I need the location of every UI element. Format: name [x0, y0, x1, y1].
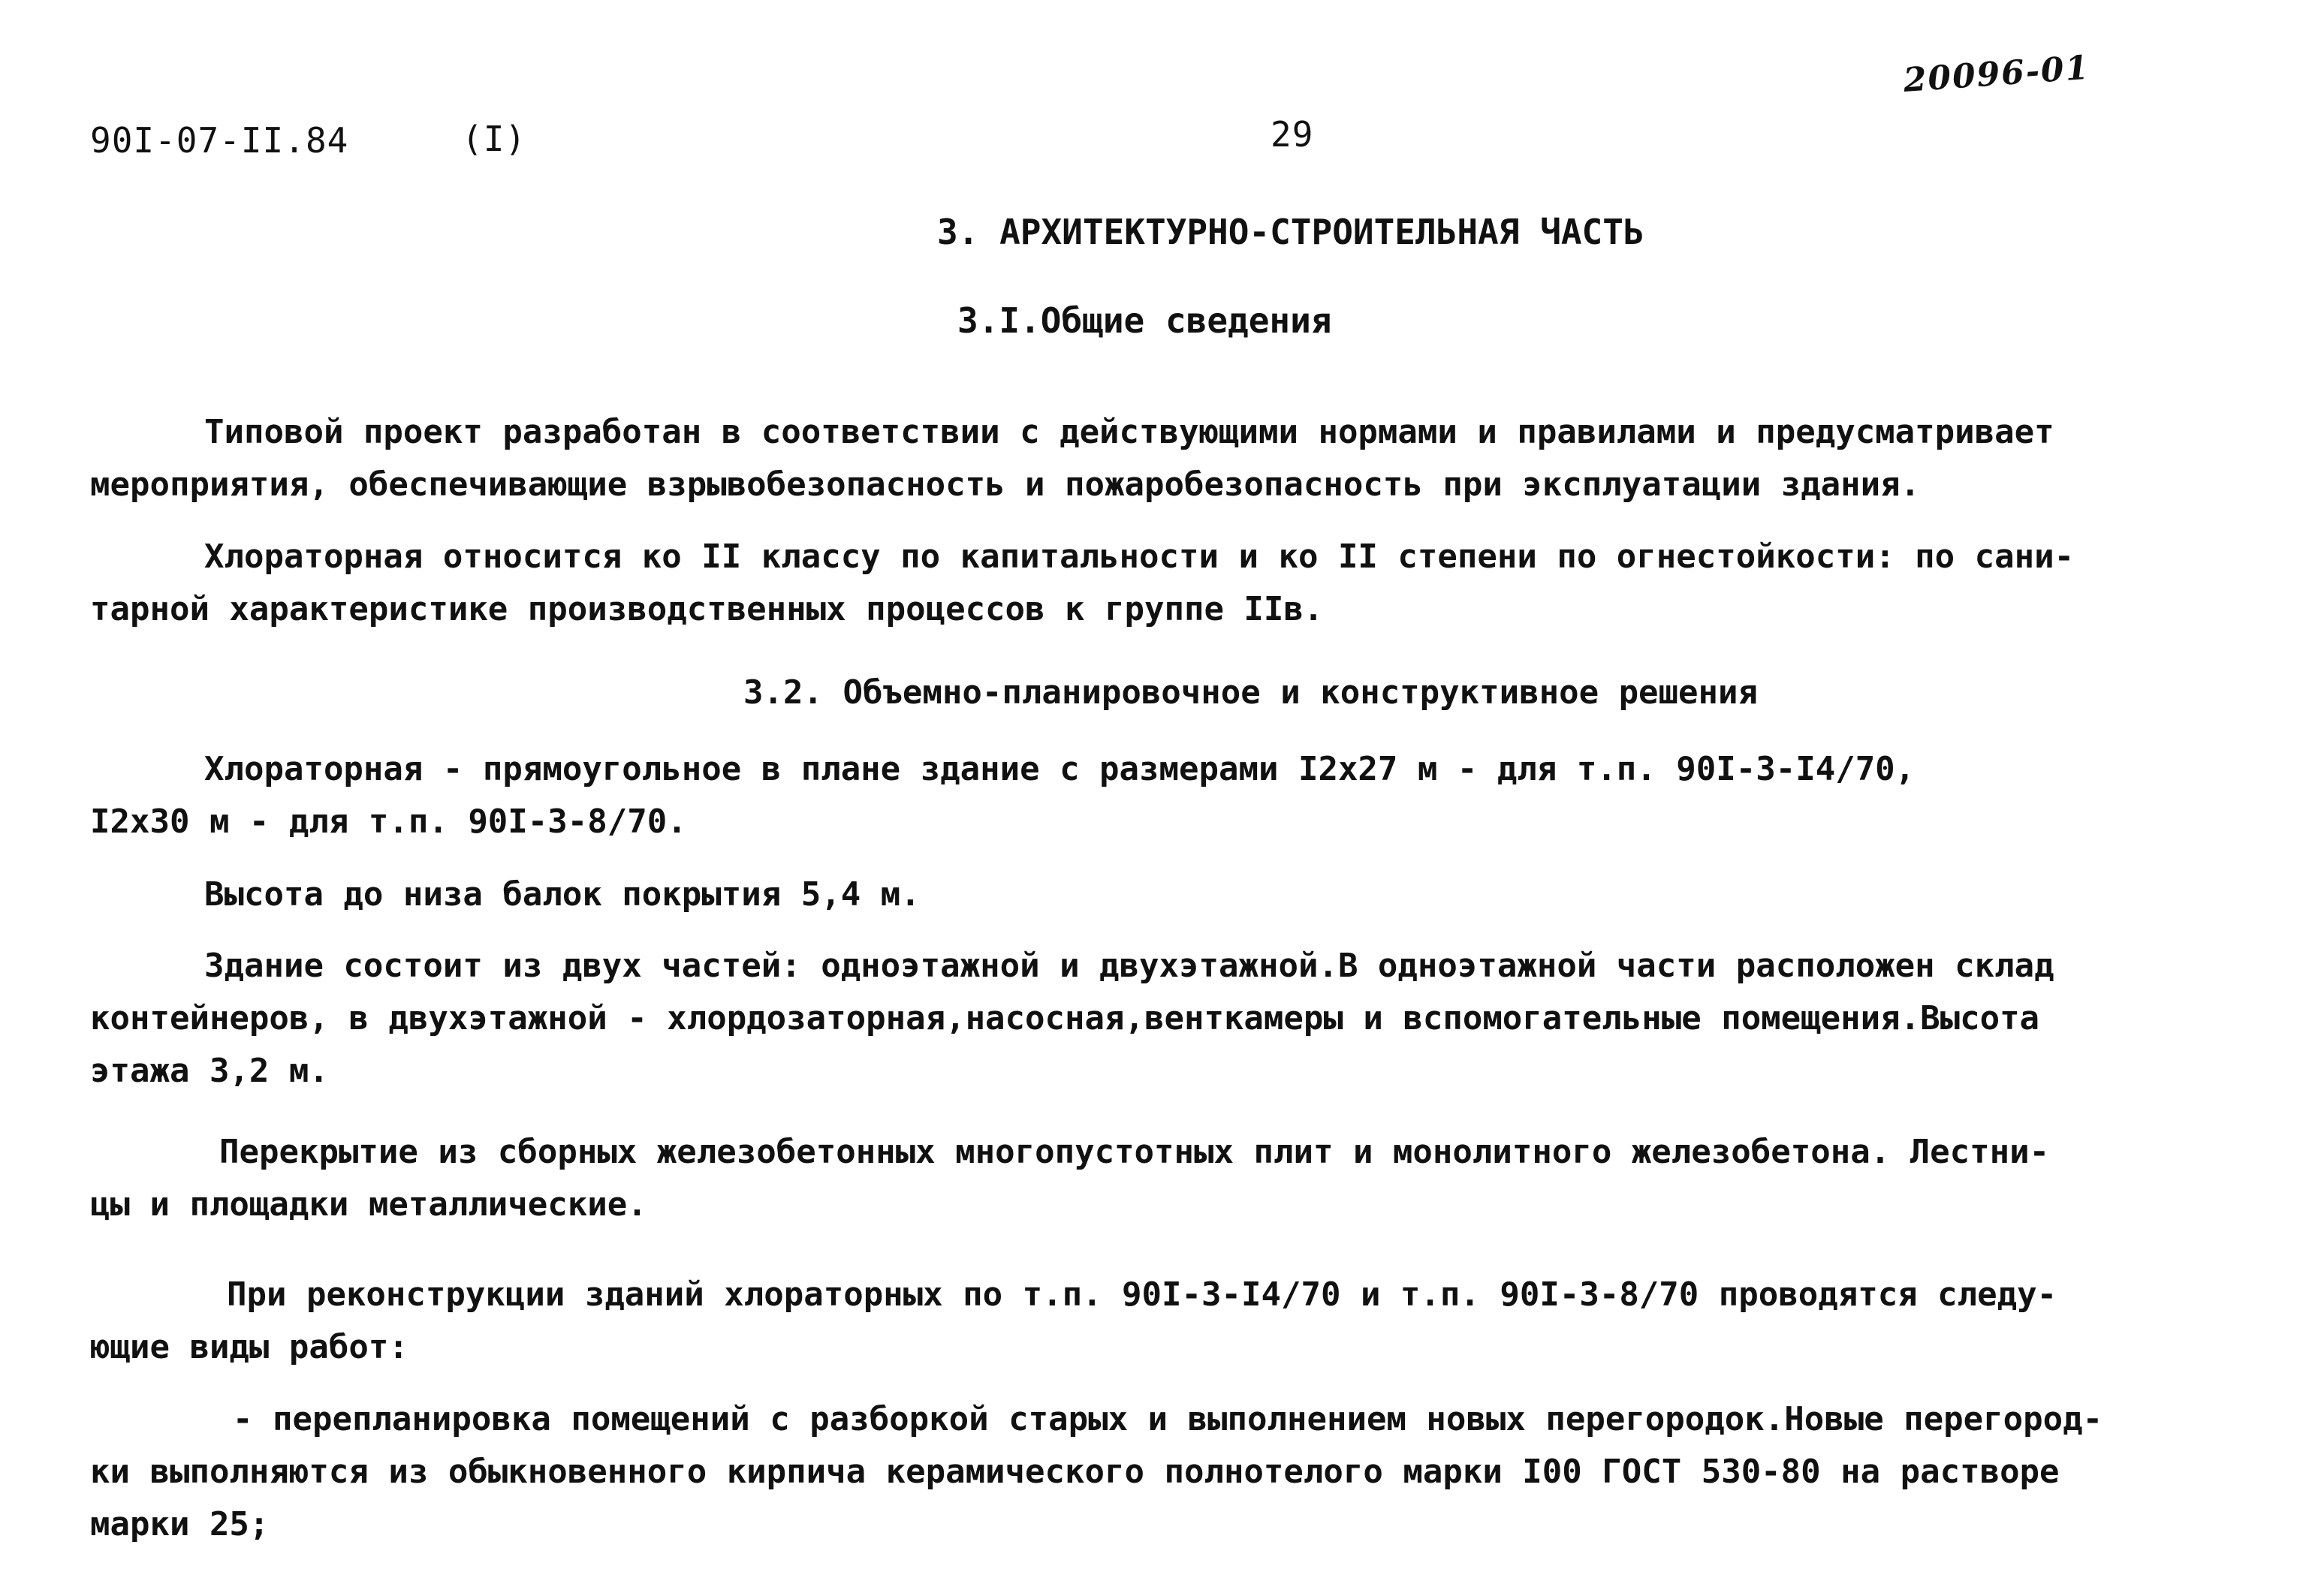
paragraph-line: Хлораторная - прямоугольное в плане здание с размерами I2х27 м - для т.п. 90I-3-I4/70, [204, 750, 1916, 788]
paragraph-reconstruction-2 [90, 1393, 2103, 1551]
paragraph-line: мероприятия, обеспечивающие взрывобезопасность и пожаробезопасность при эксплуатации здания. [90, 465, 1921, 504]
paragraph-line: Высота до низа балок покрытия 5,4 м. [204, 875, 921, 914]
paragraph-line: ки выполняются из обыкновенного кирпича керамического полнотелого марки I00 ГОСТ 530-80 на растворе [90, 1453, 2060, 1491]
paragraph-general-2 [90, 531, 2074, 636]
paragraph-planning-1 [90, 743, 1915, 848]
paragraph-line: При реконструкции зданий хлораторных по т.п. 90I-3-I4/70 и т.п. 90I-3-8/70 проводятся следу- [227, 1275, 2057, 1314]
paragraph-line: этажа 3,2 м. [90, 1052, 329, 1090]
handwritten-stamp: 20096-01 [1902, 48, 2091, 100]
section-title: 3. АРХИТЕКТУРНО-СТРОИТЕЛЬНАЯ ЧАСТЬ [937, 212, 1644, 252]
paragraph-line: Здание состоит из двух частей: одноэтажной и двухэтажной.В одноэтажной части расположен склад [204, 947, 2054, 985]
paragraph-general-1 [90, 406, 2054, 511]
paragraph-planning-3 [90, 940, 2054, 1098]
paragraph-line: Перекрытие из сборных железобетонных многопустотных плит и монолитного железобетона. Лестни- [219, 1133, 2050, 1171]
paragraph-line: Хлораторная относится ко II классу по капитальности и ко II степени по огнестойкости: по сани- [204, 538, 2075, 576]
paragraph-line: тарной характеристике производственных процессов к группе IIв. [90, 590, 1324, 628]
subsection-title-general: 3.I.Общие сведения [957, 300, 1332, 341]
paragraph-line: - перепланировка помещений с разборкой старых и выполнением новых перегородок.Новые перегород- [233, 1400, 2103, 1438]
paragraph-line: Типовой проект разработан в соответствии с действующими нормами и правилами и предусматривает [204, 413, 2054, 451]
paragraph-line: цы и площадки металлические. [90, 1185, 647, 1224]
paragraph-planning-4 [90, 1126, 2049, 1231]
paragraph-line: ющие виды работ: [90, 1328, 408, 1366]
paragraph-line: I2х30 м - для т.п. 90I-3-8/70. [90, 803, 687, 841]
volume-number: (I) [462, 119, 527, 159]
paragraph-planning-2 [90, 869, 921, 921]
paragraph-line: контейнеров, в двухэтажной - хлордозаторная,насосная,венткамеры и вспомогательные помещения.Высота [90, 999, 2040, 1037]
subsection-title-planning: 3.2. Объемно-планировочное и конструктивное решения [743, 673, 1759, 712]
document-code: 90I-07-II.84 [90, 120, 349, 161]
page-number: 29 [1271, 114, 1314, 155]
paragraph-line: марки 25; [90, 1505, 270, 1543]
paragraph-reconstruction-1 [90, 1269, 2057, 1374]
